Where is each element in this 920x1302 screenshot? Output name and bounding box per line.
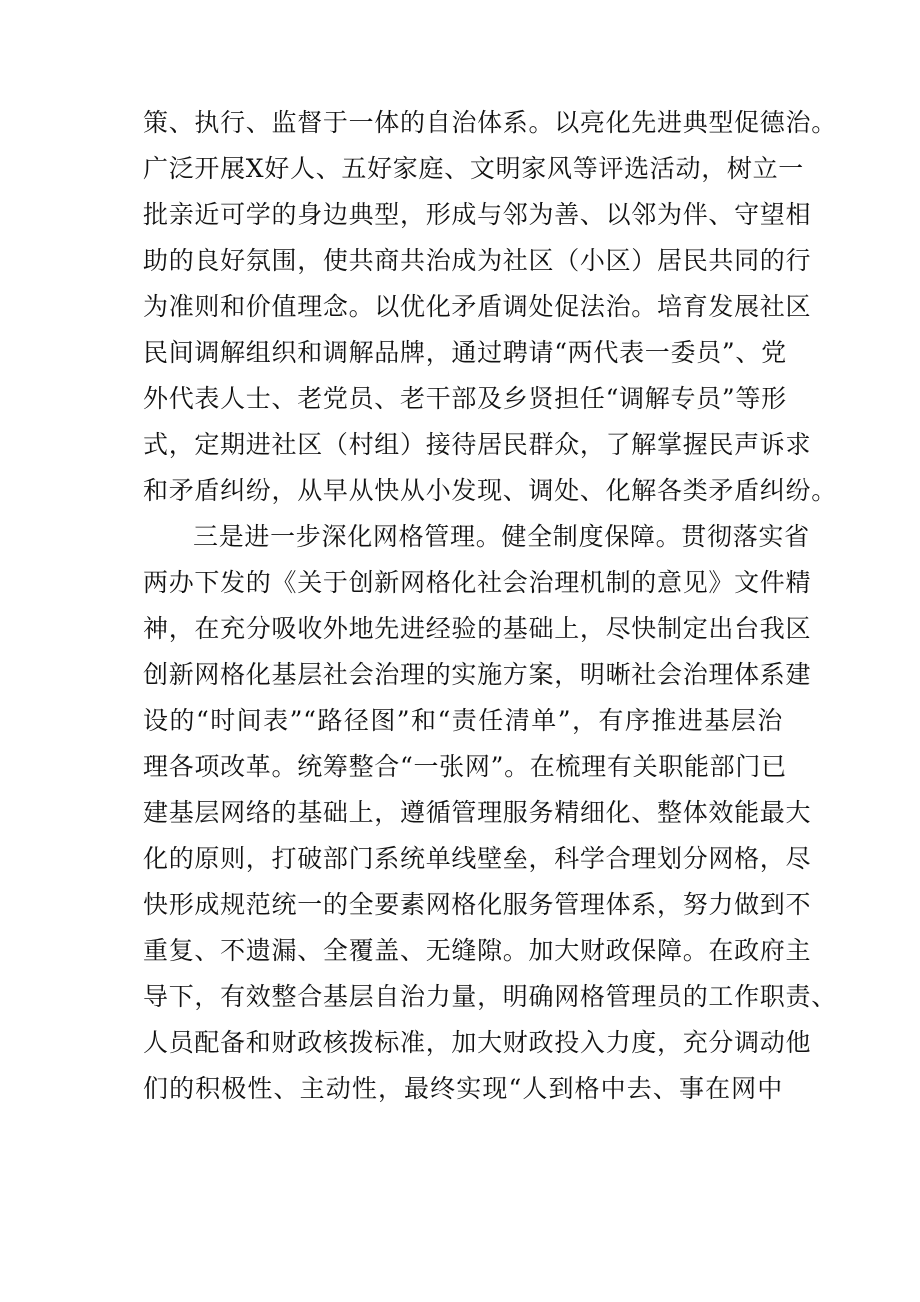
text-line: 快形成规范统一的全要素网格化服务管理体系，努力做到不 [143,890,812,919]
text-line: 式，定期进社区（村组）接待居民群众，了解掌握民声诉求 [143,430,812,459]
text-line: 理各项改革。统筹整合“一张网”。在梳理有关职能部门已 [143,752,787,781]
text-line: 们的积极性、主动性，最终实现“人到格中去、事在网中 [143,1074,783,1103]
text-line: 导下，有效整合基层自治力量，明确网格管理员的工作职责、 [143,982,837,1011]
paragraph-start-line: 三是进一步深化网格管理。健全制度保障。贯彻落实省 [193,522,810,551]
text-line: 神，在充分吸收外地先进经验的基础上，尽快制定出台我区 [143,614,812,643]
text-line: 助的良好氛围，使共商共治成为社区（小区）居民共同的行 [143,246,812,275]
text-line: 两办下发的《关于创新网格化社会治理机制的意见》文件精 [143,568,812,597]
text-line: 建基层网络的基础上，遵循管理服务精细化、整体效能最大 [143,798,812,827]
text-line: 批亲近可学的身边典型，形成与邻为善、以邻为伴、守望相 [143,200,812,229]
body-text [143,100,837,1112]
text-line: 创新网格化基层社会治理的实施方案，明晰社会治理体系建 [143,660,812,689]
text-line: 策、执行、监督于一体的自治体系。以亮化先进典型促德治。 [143,108,837,137]
text-line: 和矛盾纠纷，从早从快从小发现、调处、化解各类矛盾纠纷。 [143,476,837,505]
text-line: 外代表人士、老党员、老干部及乡贤担任“调解专员”等形 [143,384,787,413]
text-line: 民间调解组织和调解品牌，通过聘请“两代表一委员”、党 [143,338,787,367]
text-line: 广泛开展X好人、五好家庭、文明家风等评选活动，树立一 [143,154,805,183]
text-line: 重复、不遗漏、全覆盖、无缝隙。加大财政保障。在政府主 [143,936,812,965]
text-line: 化的原则，打破部门系统单线壁垒，科学合理划分网格，尽 [143,844,812,873]
text-line: 设的“时间表”“路径图”和“责任清单”，有序推进基层治 [143,706,783,735]
text-line: 人员配备和财政核拨标准，加大财政投入力度，充分调动他 [143,1028,812,1057]
text-line: 为准则和价值理念。以优化矛盾调处促法治。培育发展社区 [143,292,812,321]
